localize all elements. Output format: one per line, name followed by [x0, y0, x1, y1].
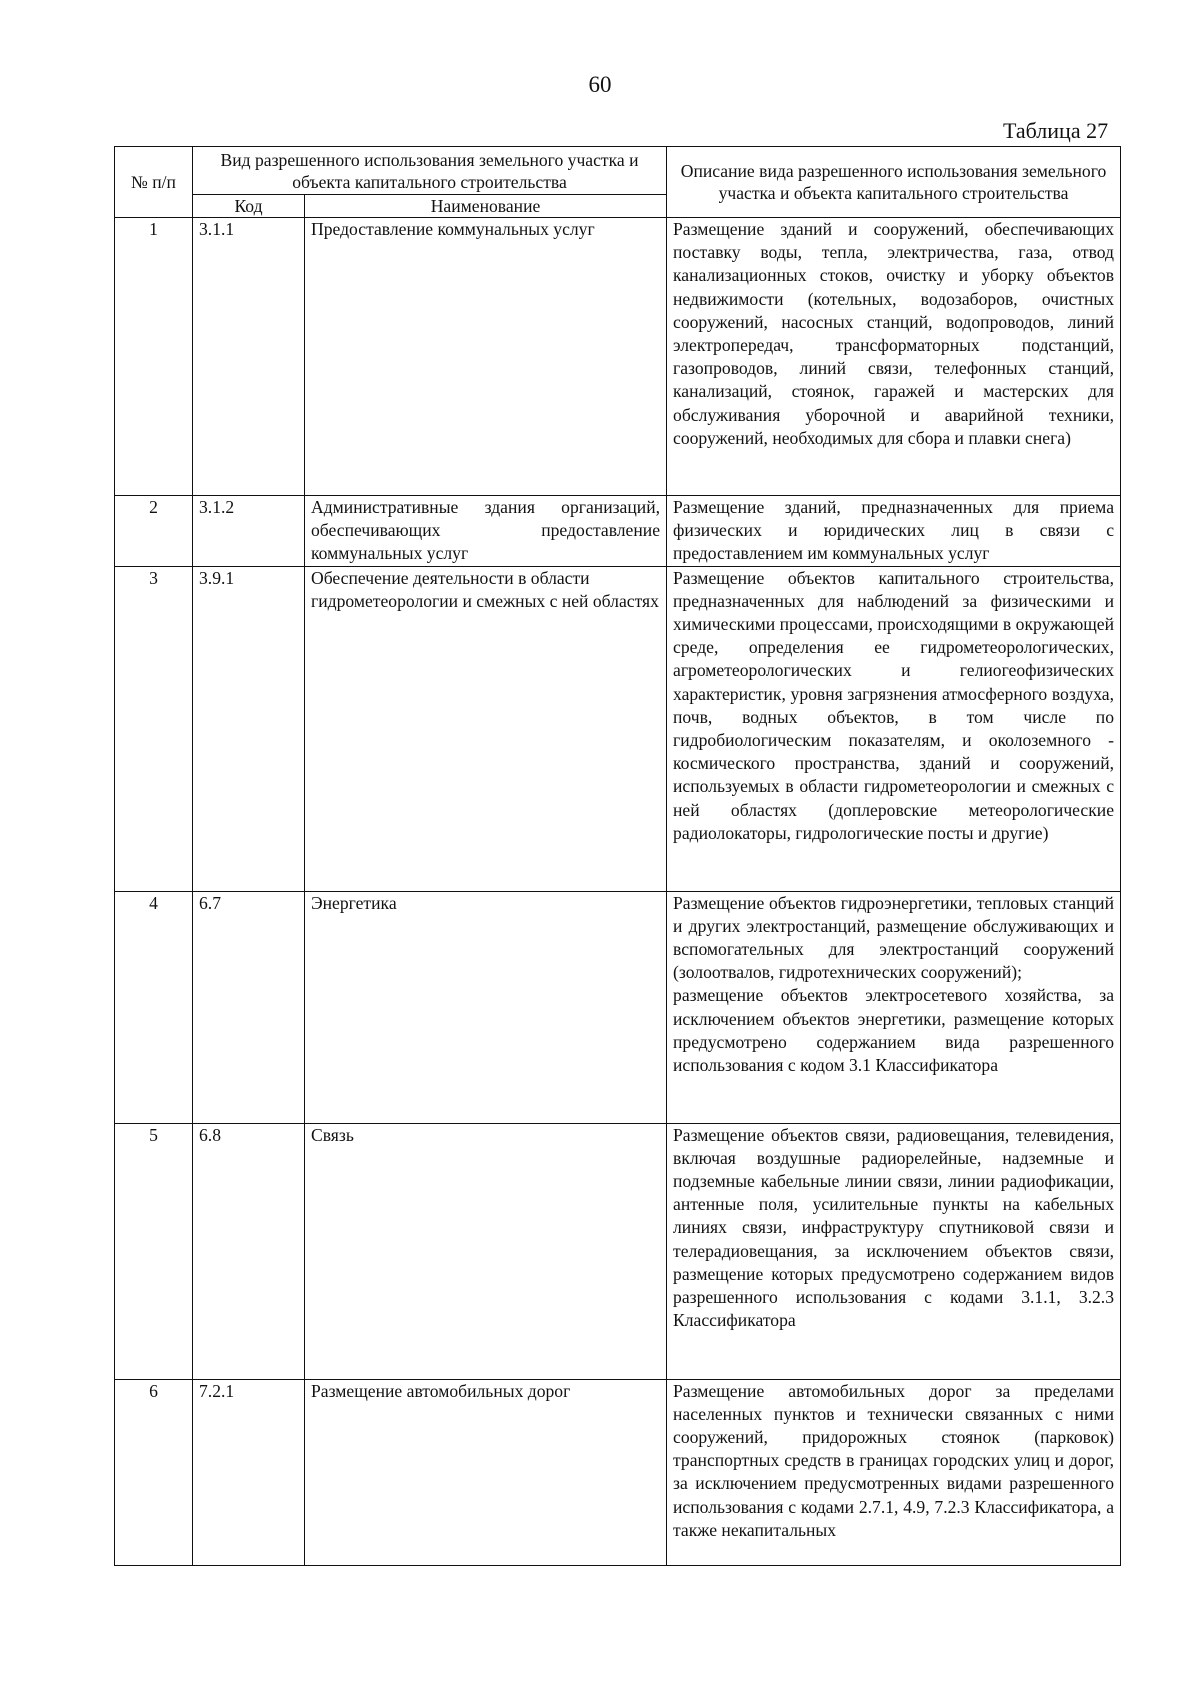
header-code: Код [193, 195, 305, 218]
row-name: Административные здания организаций, обеспечивающих предоставление коммунальных услуг [305, 496, 667, 567]
row-number: 1 [115, 218, 193, 496]
header-description: Описание вида разрешенного использования земельного участка и объекта капитального строительства [667, 147, 1121, 218]
row-code: 3.1.1 [193, 218, 305, 496]
row-number: 6 [115, 1379, 193, 1565]
row-code: 3.1.2 [193, 496, 305, 567]
page-number: 60 [588, 72, 612, 97]
row-description: Размещение объектов гидроэнергетики, тепловых станций и других электростанций, размещение обслуживающих и вспомогательных для электростанций сооружений (золоотвалов, гидротехнических сооружений); размещение объектов электросетевого хозяйства, за исключением объектов энергетики, размещение которых предусмотрено содержанием вида разрешенного использования с кодом 3.1 Классификатора [667, 891, 1121, 1123]
row-description: Размещение автомобильных дорог за пределами населенных пунктов и технически связанных с ними сооружений, придорожных стоянок (парковок) транспортных средств в границах городских улиц и дорог, за исключением предусмотренных видами разрешенного использования с кодами 2.7.1, 4.9, 7.2.3 Классификатора, а также некапитальных [667, 1379, 1121, 1565]
row-name: Энергетика [305, 891, 667, 1123]
row-name: Связь [305, 1123, 667, 1379]
table-row [115, 496, 1121, 567]
row-code: 3.9.1 [193, 566, 305, 891]
table-row [115, 1379, 1121, 1565]
land-use-table [114, 146, 1121, 1566]
row-description: Размещение зданий, предназначенных для приема физических и юридических лиц в связи с предоставлением им коммунальных услуг [667, 496, 1121, 567]
row-number: 5 [115, 1123, 193, 1379]
table-header [115, 147, 1121, 218]
row-code: 7.2.1 [193, 1379, 305, 1565]
row-number: 3 [115, 566, 193, 891]
table-row [115, 1123, 1121, 1379]
row-description: Размещение зданий и сооружений, обеспечивающих поставку воды, тепла, электричества, газа, отвод канализационных стоков, очистку и уборку объектов недвижимости (котельных, водозаборов, очистных сооружений, насосных станций, водопроводов, линий электропередач, трансформаторных подстанций, газопроводов, линий связи, телефонных станций, канализаций, стоянок, гаражей и мастерских для обслуживания уборочной и аварийной техники, сооружений, необходимых для сбора и плавки снега) [667, 218, 1121, 496]
row-number: 4 [115, 891, 193, 1123]
header-name: Наименование [305, 195, 667, 218]
row-name: Размещение автомобильных дорог [305, 1379, 667, 1565]
table-row [115, 218, 1121, 496]
row-name: Обеспечение деятельности в области гидрометеорологии и смежных с ней областях [305, 566, 667, 891]
table-row [115, 891, 1121, 1123]
table-caption: Таблица 27 [1003, 118, 1109, 143]
header-num: № п/п [115, 147, 193, 218]
header-vid-group: Вид разрешенного использования земельного участка и объекта капитального строительства [193, 147, 667, 195]
table-row [115, 566, 1121, 891]
row-number: 2 [115, 496, 193, 567]
row-code: 6.8 [193, 1123, 305, 1379]
row-description: Размещение объектов связи, радиовещания, телевидения, включая воздушные радиорелейные, надземные и подземные кабельные линии связи, линии радиофикации, антенные поля, усилительные пункты на кабельных линиях связи, инфраструктуру спутниковой связи и телерадиовещания, за исключением объектов связи, размещение которых предусмотрено содержанием видов разрешенного использования с кодами 3.1.1, 3.2.3 Классификатора [667, 1123, 1121, 1379]
row-description: Размещение объектов капитального строительства, предназначенных для наблюдений за физическими и химическими процессами, происходящими в окружающей среде, определения ее гидрометеорологических, агрометеорологических и гелиогеофизических характеристик, уровня загрязнения атмосферного воздуха, почв, водных объектов, в том числе по гидробиологическим показателям, и околоземного - космического пространства, зданий и сооружений, используемых в области гидрометеорологии и смежных с ней областях (доплеровские метеорологические радиолокаторы, гидрологические посты и другие) [667, 566, 1121, 891]
row-name: Предоставление коммунальных услуг [305, 218, 667, 496]
row-code: 6.7 [193, 891, 305, 1123]
